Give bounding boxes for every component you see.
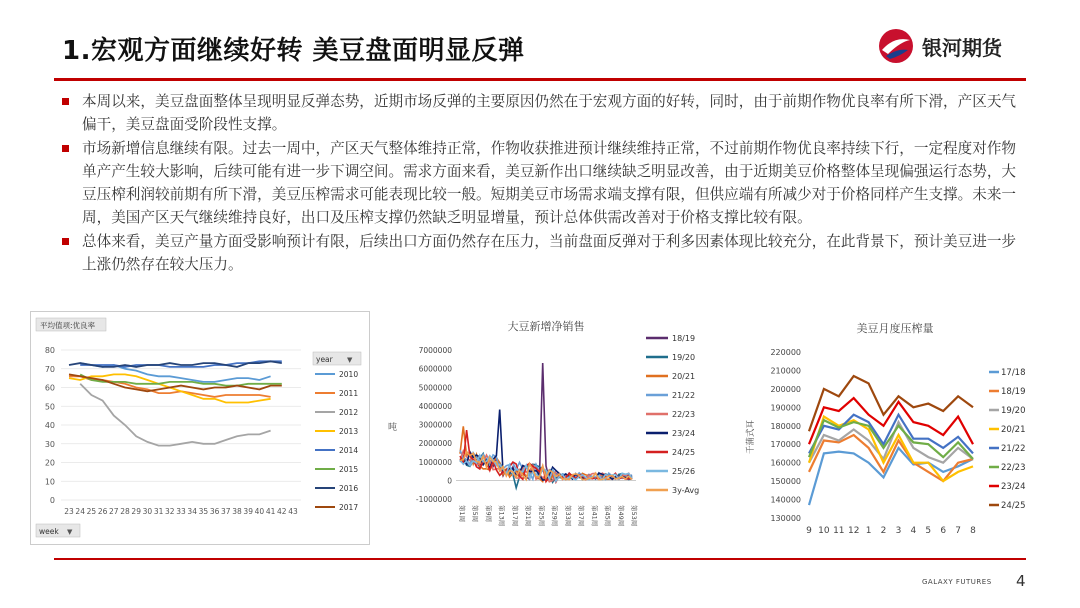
legend-label: 21/22 xyxy=(1001,444,1026,454)
y-tick-label: 6000000 xyxy=(418,364,452,374)
y-tick-label: 10 xyxy=(44,477,55,487)
monthly-crush-chart xyxy=(745,312,1027,547)
x-tick-label: 2 xyxy=(880,526,887,536)
legend-label: 18/19 xyxy=(672,334,696,343)
legend-label: 23/24 xyxy=(1001,482,1026,492)
x-tick-label: 34 xyxy=(187,507,197,516)
chart-title: 美豆月度压榨量 xyxy=(856,322,934,335)
series-line-2015 xyxy=(80,374,282,385)
y-tick-label: 40 xyxy=(44,421,55,430)
x-tick-label: 8 xyxy=(970,526,976,536)
x-tick-label: 6 xyxy=(940,526,947,536)
brand-name: 银河期货 xyxy=(922,35,1002,60)
y-tick-label: 30 xyxy=(44,439,55,449)
legend-label: 20/21 xyxy=(1001,425,1026,435)
x-tick-label: 24 xyxy=(75,507,85,516)
x-tick-label: 25 xyxy=(86,507,97,516)
legend-label: 2013 xyxy=(339,427,359,436)
x-tick-label: 第9周 xyxy=(484,505,493,523)
legend-label: 19/20 xyxy=(1001,406,1026,416)
y-tick-label: 4000000 xyxy=(418,401,452,411)
filter-field-label: 平均值项:优良率 xyxy=(40,321,96,330)
bullet-text: 本周以来，美豆盘面整体呈现明显反弹态势，近期市场反弹的主要原因仍然在于宏观方面的好转，同时，由于前期作物优良率有所下滑，产区天气偏干，美豆盘面受阶段性支撑。 xyxy=(82,93,1017,133)
header-divider xyxy=(54,78,1026,81)
x-tick-label: 39 xyxy=(243,507,253,516)
x-tick-label: 31 xyxy=(153,507,164,516)
x-tick-label: 40 xyxy=(254,507,265,516)
legend-label: 23/24 xyxy=(672,429,696,438)
x-tick-label: 第17周 xyxy=(510,505,519,527)
x-tick-label: 第45周 xyxy=(603,505,612,527)
series-line-20/21 xyxy=(809,417,973,482)
x-tick-label: 43 xyxy=(288,507,298,516)
y-axis-label: 千蒲式耳 xyxy=(746,419,756,455)
footer-brand: GALAXY FUTURES xyxy=(922,578,992,586)
y-tick-label: 200000 xyxy=(770,384,801,394)
good-excellent-rate-chart xyxy=(30,311,370,545)
x-tick-label: 32 xyxy=(165,507,175,516)
bullet-list xyxy=(62,90,1022,277)
legend-label: 18/19 xyxy=(1001,387,1026,397)
y-tick-label: 0 xyxy=(49,496,55,505)
legend-label: 2010 xyxy=(339,370,359,379)
page-number: 4 xyxy=(1016,572,1026,590)
x-tick-label: 37 xyxy=(221,507,231,516)
y-tick-label: 7000000 xyxy=(418,346,452,355)
legend-title: year xyxy=(316,355,333,364)
legend-label: 3y-Avg xyxy=(672,486,700,495)
legend-label: 20/21 xyxy=(672,372,696,381)
y-tick-label: 210000 xyxy=(770,366,801,376)
y-tick-label: 150000 xyxy=(770,477,801,487)
galaxy-logo-icon xyxy=(876,26,916,66)
legend-label: 21/22 xyxy=(672,391,696,400)
y-axis-label: 吨 xyxy=(388,423,398,433)
x-tick-label: 1 xyxy=(865,526,872,536)
x-tick-label: 第1周 xyxy=(458,505,466,523)
x-tick-label: 第37周 xyxy=(577,505,586,527)
x-tick-label: 23 xyxy=(64,507,74,516)
y-tick-label: 190000 xyxy=(770,403,801,413)
y-tick-label: 180000 xyxy=(770,421,801,431)
brand-logo xyxy=(876,26,1002,66)
x-tick-label: 5 xyxy=(925,526,932,536)
legend-label: 2017 xyxy=(339,503,359,512)
y-tick-label: 220000 xyxy=(770,348,801,357)
bullet-text: 总体来看，美豆产量方面受影响预计有限，后续出口方面仍然存在压力，当前盘面反弹对于利多因素体现比较充分，在此背景下，预计美豆进一步上涨仍然存在较大压力。 xyxy=(82,233,1017,273)
y-tick-label: 3000000 xyxy=(418,420,452,430)
legend-label: 2011 xyxy=(339,389,359,398)
x-tick-label: 27 xyxy=(109,507,119,516)
bullet-marker-icon xyxy=(62,98,69,105)
x-tick-label: 9 xyxy=(806,526,812,536)
x-tick-label: 第25周 xyxy=(537,505,546,527)
y-tick-label: 2000000 xyxy=(418,439,452,449)
x-tick-label: 26 xyxy=(97,507,108,516)
chart2-svg xyxy=(388,312,723,547)
bullet-text: 市场新增信息继续有限。过去一周中，产区天气整体维持正常，作物收获推进预计继续维持正常，不过前期作物优良率持续下行，一定程度对作物单产产生较大影响，后续可能有进一步下调空间。需求方面来看，美豆新作出口继续缺乏明显改善，由于近期美豆价格整体呈现偏强运行态势，大豆压榨利润较前期有所下滑，美豆压榨需求可能表现比较一般。短期美豆市场需求端支撑有限，但供应端有所减少对于价格同样产生支撑。未来一周，美国产区天气继续维持良好，出口及压榨支撑仍然缺乏明显增量，预计总体供需改善对于价格支撑比较有限。 xyxy=(82,140,1017,226)
x-tick-label: 30 xyxy=(142,507,153,516)
legend-label: 24/25 xyxy=(672,448,696,457)
x-tick-label: 第29周 xyxy=(550,505,559,527)
bullet-marker-icon xyxy=(62,238,69,245)
y-tick-label: 70 xyxy=(44,364,55,374)
footer-divider xyxy=(54,558,1026,560)
y-tick-label: 130000 xyxy=(770,514,801,523)
legend-label: 2016 xyxy=(339,484,359,493)
x-tick-label: 35 xyxy=(198,507,209,516)
dropdown-icon: ▼ xyxy=(67,528,73,536)
x-tick-label: 4 xyxy=(910,526,917,536)
legend-label: 17/18 xyxy=(1001,368,1026,378)
chart-title: 大豆新增净销售 xyxy=(507,320,585,333)
bullet-item xyxy=(62,90,1022,136)
x-tick-label: 36 xyxy=(209,507,220,516)
x-tick-label: 第33周 xyxy=(563,505,572,527)
legend-label: 22/23 xyxy=(672,410,696,419)
y-tick-label: 60 xyxy=(44,383,55,393)
y-tick-label: -1000000 xyxy=(415,495,452,504)
dropdown-icon: ▼ xyxy=(347,356,353,364)
legend-label: 19/20 xyxy=(672,353,696,362)
x-tick-label: 38 xyxy=(232,507,242,516)
x-tick-label: 33 xyxy=(176,507,186,516)
x-tick-label: 第21周 xyxy=(524,505,533,527)
legend-label: 2012 xyxy=(339,408,359,417)
legend-label: 22/23 xyxy=(1001,463,1026,473)
y-tick-label: 20 xyxy=(44,458,55,468)
x-tick-label: 10 xyxy=(818,526,830,536)
x-tick-label: 28 xyxy=(120,507,130,516)
bullet-marker-icon xyxy=(62,145,69,152)
y-tick-label: 160000 xyxy=(770,458,801,468)
x-tick-label: 第49周 xyxy=(616,505,625,527)
legend-label: 2014 xyxy=(339,446,359,455)
legend-label: 24/25 xyxy=(1001,501,1026,511)
x-tick-label: 第41周 xyxy=(590,505,599,527)
y-tick-label: 5000000 xyxy=(418,383,452,393)
net-sales-chart xyxy=(388,312,723,547)
x-tick-label: 3 xyxy=(895,526,902,536)
x-tick-label: 第5周 xyxy=(471,505,480,523)
chart3-svg xyxy=(745,312,1027,547)
y-tick-label: 140000 xyxy=(770,495,801,505)
x-tick-label: 41 xyxy=(265,507,276,516)
legend-label: 2015 xyxy=(339,465,359,474)
x-tick-label: 第53周 xyxy=(630,505,638,527)
chart1-svg xyxy=(31,312,369,544)
x-tick-label: 第13周 xyxy=(497,505,506,527)
x-tick-label: 7 xyxy=(955,526,961,536)
y-tick-label: 0 xyxy=(447,476,452,486)
y-tick-label: 170000 xyxy=(770,440,801,450)
x-tick-label: 11 xyxy=(833,526,845,536)
y-tick-label: 50 xyxy=(44,402,55,412)
y-tick-label: 80 xyxy=(44,346,55,355)
page-title: 1.宏观方面继续好转 美豆盘面明显反弹 xyxy=(62,36,525,66)
x-tick-label: 12 xyxy=(848,526,860,536)
bullet-item xyxy=(62,230,1022,276)
bullet-item xyxy=(62,137,1022,229)
x-field-label: week xyxy=(39,527,59,536)
legend-label: 25/26 xyxy=(672,467,696,476)
y-tick-label: 1000000 xyxy=(418,457,452,467)
x-tick-label: 42 xyxy=(277,507,287,516)
x-tick-label: 29 xyxy=(131,507,141,516)
